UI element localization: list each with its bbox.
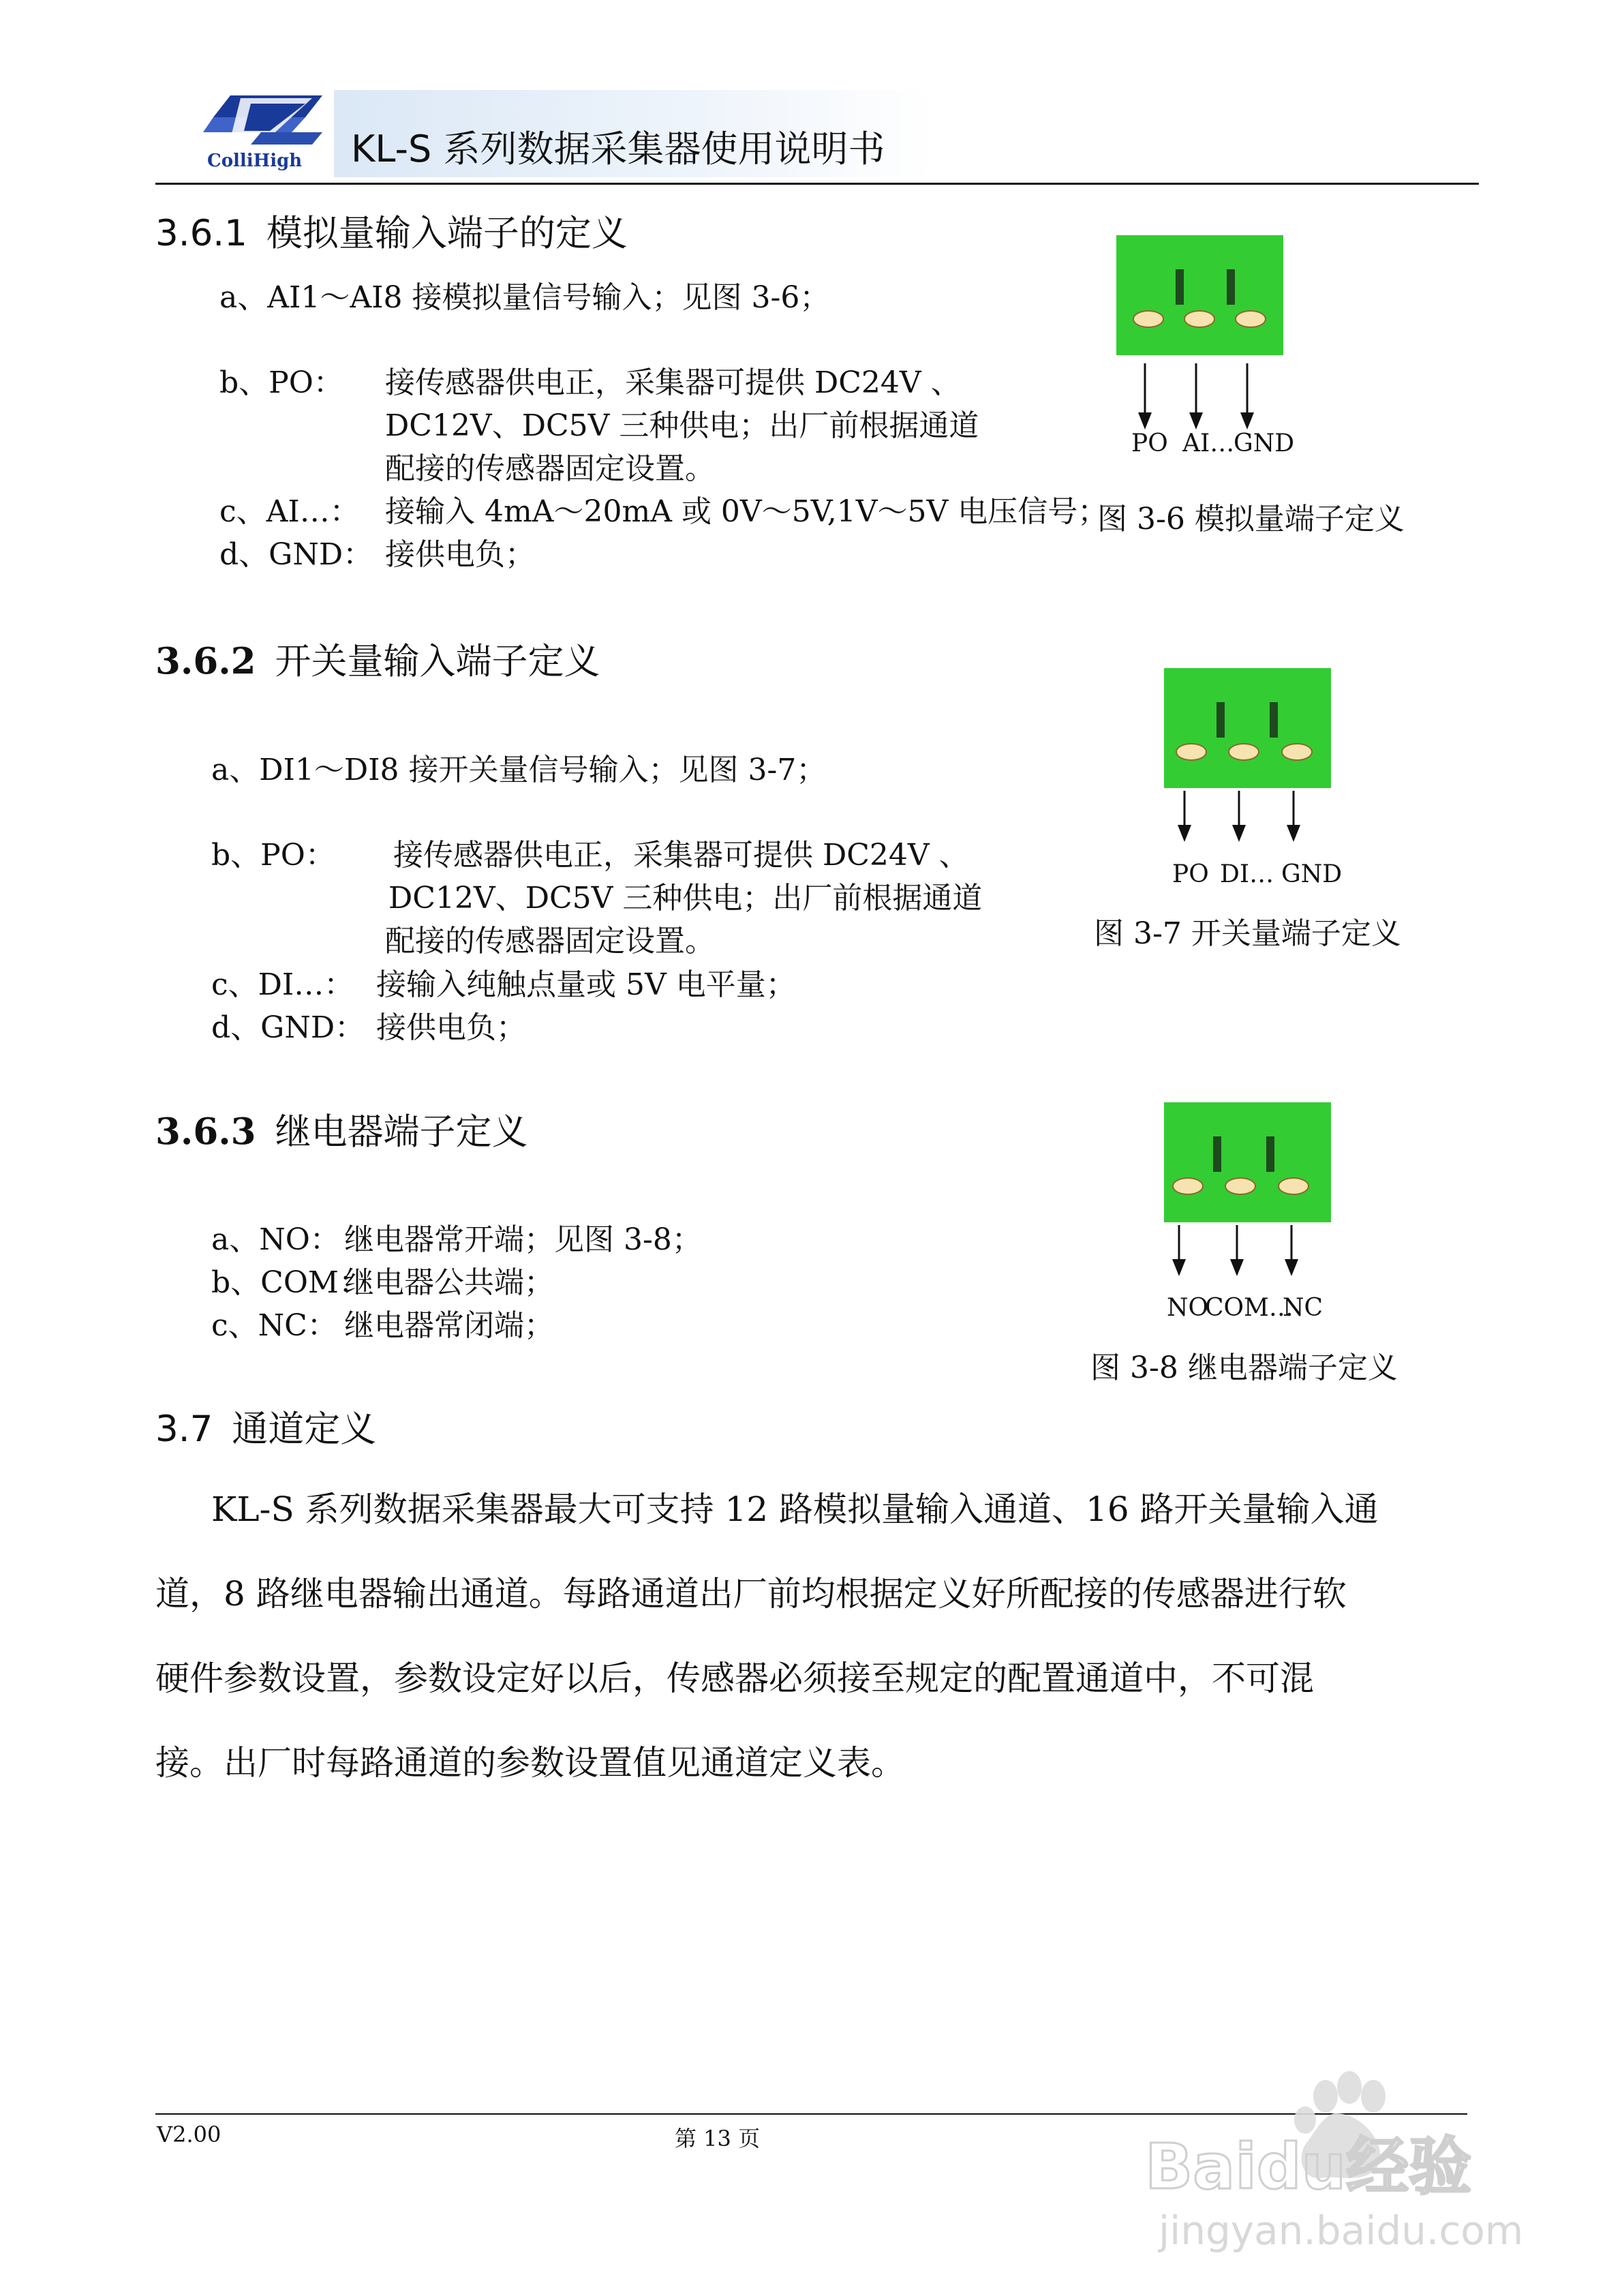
item-c-label: c、DI…： [211,967,354,1002]
pin-label: AI… [1182,429,1235,457]
pin-label: DI… [1220,860,1274,888]
item-a-ai: a、AI1～AI8 接模拟量信号输入；见图 3-6； [219,280,830,315]
item-b-line3: 配接的传感器固定设置。 [385,924,715,958]
section-heading-3-6-1: 3.6.1 模拟量输入端子的定义 [155,213,628,254]
item-a-text: 继电器常开端；见图 3-8； [344,1222,702,1257]
terminal-slot [1213,1136,1221,1172]
figure-caption-3-8: 图 3-8 继电器端子定义 [1090,1350,1398,1385]
item-b-text: 继电器公共端； [344,1265,554,1300]
item-b-line2: DC12V、DC5V 三种供电；出厂前根据通道 [388,881,983,916]
terminal-block [1164,668,1331,788]
terminal-slot [1176,269,1184,305]
item-c-text: 接输入 4mA～20mA 或 0V～5V,1V～5V 电压信号； [385,494,1108,529]
paragraph-line: KL-S 系列数据采集器最大可支持 12 路模拟量输入通道、16 路开关量输入通 [211,1490,1379,1529]
paragraph-line: 硬件参数设置，参数设定好以后，传感器必须接至规定的配置通道中，不可混 [155,1659,1314,1698]
terminal-figure-3-8 [1159,1101,1349,1305]
item-b-line1: 接传感器供电正，采集器可提供 DC24V 、 [393,838,969,873]
terminal-screw [1176,744,1206,760]
watermark-brand: Baidu经验 [1145,2130,1472,2203]
item-a-label: a、NO： [211,1222,340,1257]
logo-text: ColliHigh [207,151,303,171]
item-b-line1: 接传感器供电正，采集器可提供 DC24V 、 [385,365,961,400]
item-b-label: b、COM： [211,1265,369,1300]
pin-label: GND [1234,429,1295,457]
paragraph-line: 道，8 路继电器输出通道。每路通道出厂前均根据定义好所配接的传感器进行软 [155,1574,1347,1614]
item-c-label: c、NC： [211,1308,337,1343]
item-c-label: c、AI…： [219,494,360,529]
item-b-line3: 配接的传感器固定设置。 [385,451,715,486]
section-heading-3-6-3: 3.6.3 继电器端子定义 [155,1111,528,1153]
item-d-text: 接供电负； [385,537,535,572]
terminal-screw [1184,311,1214,327]
terminal-figure-3-7 [1159,667,1349,871]
terminal-block [1116,235,1283,355]
terminal-screw [1236,311,1266,327]
terminal-slot [1227,269,1235,305]
item-b-line2: DC12V、DC5V 三种供电；出厂前根据通道 [385,408,979,443]
item-a-di: a、DI1～DI8 接开关量信号输入；见图 3-7； [211,753,827,787]
item-d-label: d、GND： [211,1010,365,1045]
terminal-screw [1133,311,1163,327]
terminal-slot [1266,1136,1274,1172]
footer-version: V2.00 [157,2121,221,2147]
header-divider [155,183,1479,185]
item-c-text: 接输入纯触点量或 5V 电平量； [376,967,796,1002]
terminal-screw [1173,1178,1203,1194]
pin-label: NC [1283,1294,1323,1322]
footer-page-number: 第 13 页 [675,2126,761,2151]
pin-label: COM… [1205,1294,1294,1322]
watermark-url: jingyan.baidu.com [1159,2207,1524,2254]
terminal-screw [1229,744,1259,760]
terminal-screw [1282,744,1312,760]
section-heading-3-6-2: 3.6.2 开关量输入端子定义 [155,640,600,682]
figure-caption-3-7: 图 3-7 开关量端子定义 [1094,916,1401,951]
pin-label: NO [1167,1294,1209,1322]
terminal-figure-3-6 [1111,232,1329,464]
item-b-label: b、PO： [211,838,335,873]
document-title: KL-S 系列数据采集器使用说明书 [351,127,885,170]
terminal-slot [1270,702,1278,738]
company-logo [203,90,333,173]
paragraph-line: 接。出厂时每路通道的参数设置值见通道定义表。 [155,1743,905,1783]
pin-label: PO [1172,860,1209,888]
baidu-watermark [1131,2066,1554,2270]
item-b-label: b、PO： [219,365,343,400]
item-c-text: 继电器常闭端； [344,1308,554,1343]
terminal-block [1164,1102,1331,1222]
pin-label: PO [1131,429,1168,457]
terminal-screw [1279,1178,1309,1194]
terminal-screw [1225,1178,1255,1194]
item-d-label: d、GND： [219,537,373,572]
section-heading-3-7: 3.7 通道定义 [155,1408,377,1450]
figure-caption-3-6: 图 3-6 模拟量端子定义 [1097,502,1405,537]
terminal-slot [1216,702,1225,738]
pin-label: GND [1281,860,1343,888]
item-d-text: 接供电负； [376,1010,526,1045]
